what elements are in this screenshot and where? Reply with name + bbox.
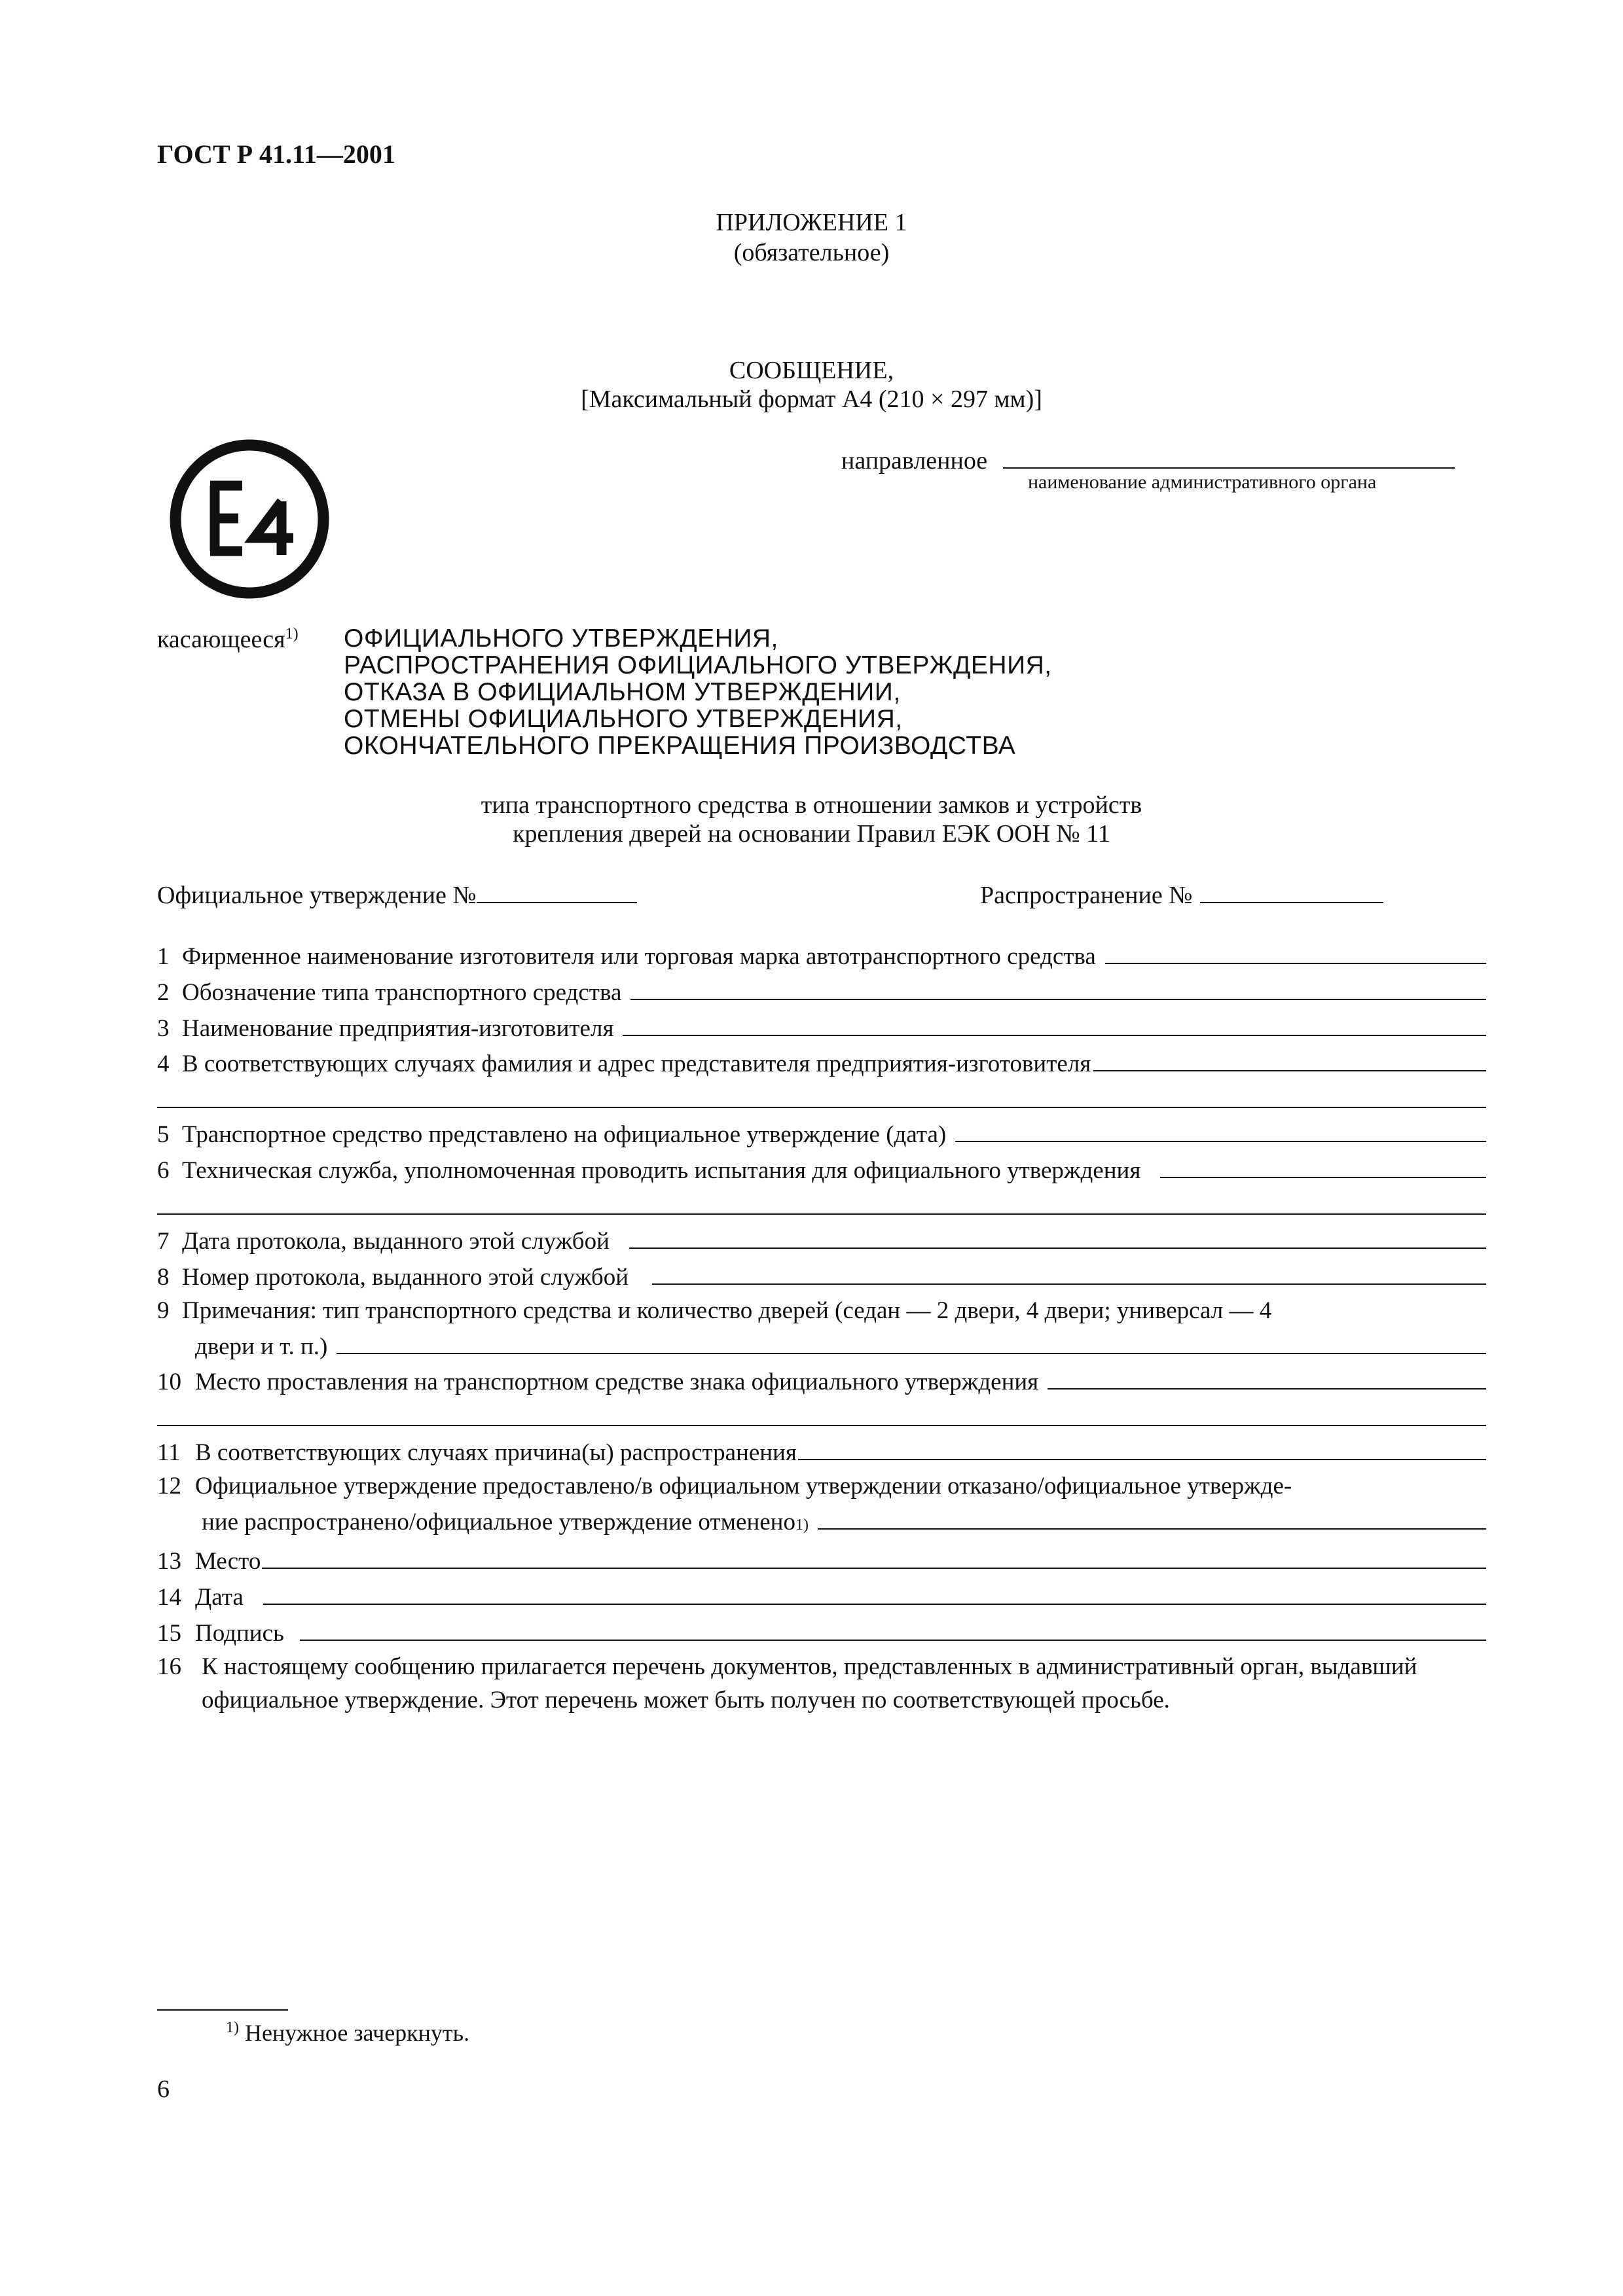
- item-field[interactable]: [337, 1327, 1486, 1354]
- item-field[interactable]: [300, 1614, 1486, 1641]
- item-number: 7: [157, 1227, 170, 1255]
- form-item-9: [157, 1294, 1486, 1327]
- item-number: 9: [157, 1297, 170, 1324]
- form-item-3: [157, 1009, 1486, 1045]
- concerning-text: касающееся: [157, 626, 285, 653]
- item-number: 8: [157, 1263, 170, 1291]
- action-item[interactable]: РАСПРОСТРАНЕНИЯ ОФИЦИАЛЬНОГО УТВЕРЖДЕНИЯ,: [344, 651, 1052, 679]
- form-item-7: [157, 1222, 1486, 1258]
- item-number: 6: [157, 1157, 170, 1185]
- item-number: 2: [157, 978, 170, 1006]
- concerning-label: [157, 625, 299, 654]
- form-item-8: [157, 1258, 1486, 1294]
- form-item-14: [157, 1578, 1486, 1614]
- item-label: Фирменное наименование изготовителя или торговая марка автотранспортного средства: [182, 942, 1096, 970]
- appendix-title: ПРИЛОЖЕНИЕ 1: [716, 209, 907, 236]
- item-number: 11: [157, 1439, 181, 1467]
- approval-number-field[interactable]: [477, 877, 637, 903]
- form-item-15: [157, 1614, 1486, 1650]
- item-field[interactable]: [263, 1578, 1486, 1605]
- authority-caption: наименование административного органа: [1028, 471, 1377, 493]
- form-item-12: [157, 1469, 1486, 1503]
- document-code: ГОСТ Р 41.11—2001: [157, 139, 395, 169]
- item-number: 16: [157, 1653, 181, 1680]
- action-item[interactable]: ОФИЦИАЛЬНОГО УТВЕРЖДЕНИЯ,: [344, 624, 778, 653]
- form-item-1: [157, 937, 1486, 973]
- item-number: 3: [157, 1014, 170, 1042]
- item-label: Номер протокола, выданного этой службой: [182, 1263, 629, 1291]
- item-field[interactable]: [629, 1222, 1486, 1249]
- vehicle-type-line: крепления дверей на основании Правил ЕЭК ООН № 11: [513, 820, 1110, 848]
- item-field[interactable]: [798, 1433, 1486, 1460]
- item-field[interactable]: [623, 1009, 1486, 1036]
- item-4-continuation-field[interactable]: [157, 1081, 1486, 1108]
- appendix-subtitle: (обязательное): [733, 239, 890, 266]
- action-item[interactable]: ОКОНЧАТЕЛЬНОГО ПРЕКРАЩЕНИЯ ПРОИЗВОДСТВА: [344, 732, 1016, 760]
- footnote: [226, 2019, 469, 2047]
- authority-name-field[interactable]: [1003, 442, 1455, 469]
- item-number: 4: [157, 1050, 170, 1078]
- item-field[interactable]: [1093, 1045, 1486, 1072]
- action-list: [344, 625, 1052, 759]
- item-label: В соответствующих случаях фамилия и адрес представителя предприятия-изготовителя: [182, 1050, 1091, 1078]
- footnote-mark: 1): [285, 625, 299, 643]
- item-label: Техническая служба, уполномоченная проводить испытания для официального утверждения: [182, 1157, 1141, 1185]
- form-item-2: [157, 973, 1486, 1009]
- e-mark-circle-icon: [169, 439, 330, 600]
- approval-number-row: [157, 877, 637, 910]
- message-title: СООБЩЕНИЕ,: [729, 357, 894, 384]
- message-format: [Максимальный формат А4 (210 × 297 мм)]: [581, 386, 1042, 413]
- action-item[interactable]: ОТМЕНЫ ОФИЦИАЛЬНОГО УТВЕРЖДЕНИЯ,: [344, 705, 903, 733]
- item-label: двери и т. п.): [195, 1333, 328, 1360]
- item-number: 12: [157, 1473, 181, 1500]
- item-field[interactable]: [652, 1258, 1486, 1285]
- form-item-4: [157, 1045, 1486, 1081]
- item-field[interactable]: [630, 973, 1486, 1000]
- item-10-continuation-field[interactable]: [157, 1399, 1486, 1426]
- form-item-5: [157, 1115, 1486, 1151]
- item-label: В соответствующих случаях причина(ы) распространения: [195, 1439, 797, 1467]
- form-item-11: [157, 1433, 1486, 1469]
- item-field[interactable]: [1160, 1151, 1486, 1178]
- page-number: 6: [157, 2075, 170, 2103]
- extension-number-field[interactable]: [1200, 877, 1383, 903]
- extension-number-row: [980, 877, 1383, 910]
- item-field[interactable]: [1048, 1363, 1486, 1390]
- item-number: 1: [157, 942, 170, 970]
- footnote-text: Ненужное зачеркнуть.: [245, 2020, 470, 2046]
- form-items: [157, 937, 1486, 1717]
- approval-number-label: Официальное утверждение №: [157, 882, 477, 909]
- sent-to-row: [841, 442, 1455, 475]
- sent-to-label: направленное: [841, 447, 988, 475]
- item-label: ние распространено/официальное утверждение отменено: [202, 1509, 795, 1536]
- vehicle-type-line: типа транспортного средства в отношении замков и устройств: [481, 791, 1142, 819]
- item-field[interactable]: [955, 1115, 1486, 1142]
- footnote-mark: 1): [226, 2019, 239, 2036]
- vehicle-type-text: [0, 791, 1623, 848]
- item-number: 5: [157, 1121, 170, 1149]
- form-item-9-line-2: [157, 1327, 1486, 1363]
- item-label: К настоящему сообщению прилагается перечень документов, представленных в административный орган, выдавший официальное утверждение. Этот перечень может быть получен по соответствующей просьбе.: [202, 1653, 1417, 1713]
- form-item-10: [157, 1363, 1486, 1399]
- item-label: Наименование предприятия-изготовителя: [182, 1014, 614, 1042]
- extension-number-label: Распространение №: [980, 882, 1193, 909]
- footnote-divider: [157, 2009, 288, 2011]
- form-item-6: [157, 1151, 1486, 1187]
- item-field[interactable]: [262, 1542, 1486, 1569]
- item-label: Подпись: [195, 1619, 284, 1647]
- item-field[interactable]: [818, 1503, 1486, 1530]
- item-label: Дата: [195, 1583, 244, 1611]
- item-label: Примечания: тип транспортного средства и количество дверей (седан — 2 двери, 4 двери; универсал — 4: [182, 1297, 1272, 1324]
- item-label: Место: [195, 1547, 261, 1575]
- footnote-mark: 1): [795, 1516, 809, 1534]
- item-number: 13: [157, 1547, 181, 1575]
- item-number: 15: [157, 1619, 181, 1647]
- action-item[interactable]: ОТКАЗА В ОФИЦИАЛЬНОМ УТВЕРЖДЕНИИ,: [344, 678, 901, 706]
- item-6-continuation-field[interactable]: [157, 1187, 1486, 1215]
- item-number: 14: [157, 1583, 181, 1611]
- item-label: Обозначение типа транспортного средства: [182, 978, 622, 1006]
- item-label: Транспортное средство представлено на официальное утверждение (дата): [182, 1121, 947, 1149]
- item-label: Дата протокола, выданного этой службой: [182, 1227, 610, 1255]
- item-label: Место проставления на транспортном средстве знака официального утверждения: [195, 1369, 1039, 1396]
- item-field[interactable]: [1105, 937, 1486, 964]
- form-item-13: [157, 1542, 1486, 1578]
- item-label: Официальное утверждение предоставлено/в официальном утверждении отказано/официальное утвержде-: [195, 1473, 1292, 1500]
- form-item-12-line-2: [157, 1503, 1486, 1542]
- item-number: 10: [157, 1369, 181, 1396]
- form-item-16: [157, 1650, 1486, 1717]
